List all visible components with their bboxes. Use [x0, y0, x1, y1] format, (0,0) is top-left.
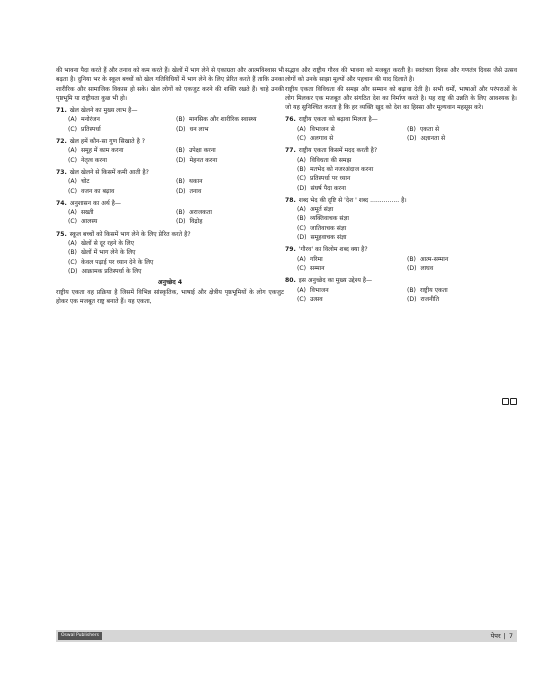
question-stem	[56, 106, 284, 115]
option-label: (A)	[297, 156, 306, 164]
option-text: राजनीति	[420, 295, 440, 303]
option-text: संघर्ष पैदा करना	[310, 184, 346, 192]
option-text: खेलों से दूर रहने के लिए	[80, 240, 135, 248]
answer-option	[297, 233, 517, 242]
option-label: (B)	[176, 178, 185, 186]
option-text: मानसिक और शारीरिक स्वास्थ्य	[188, 116, 257, 124]
question-text: 'गौरव' का विलोम शब्द क्या है?	[298, 246, 368, 254]
option-label: (C)	[68, 258, 78, 266]
option-label: (D)	[297, 184, 307, 192]
question-number: 73.	[56, 168, 67, 176]
passage-text: राष्ट्रीय एकता विविधता की समझ और सम्मान को बढ़ावा देती है। सभी धर्मों, भाषाओं और परंपराओं के लोग मिलकर एक मजबूत और संगठित देश का निर्माण करते है। यह राष्ट्र की उन्नति के लिए आवश्यक है। जो यह सुनिश्चित करता है कि हर व्यक्ति खुद को देश का हिस्सा और मूल्यवान महसूस करे।	[285, 85, 517, 112]
passage-text: सद्भाव और राष्ट्रीय गौरव की भावना को मजबूत करती है। स्वतंत्रता दिवस और गणतंत्र दिवस जैसे उत्सव लोगों को उनके साझा मूल्यों और पहचान की याद दिलाते है।	[285, 67, 517, 84]
option-text: विद्रोह	[189, 218, 203, 226]
question-text: राष्ट्रीय एकता को बढ़ावा मिलता है—	[298, 116, 378, 124]
option-list	[285, 255, 517, 274]
question-stem	[56, 137, 284, 146]
option-label: (B)	[297, 215, 306, 223]
question-number: 76.	[285, 116, 296, 124]
option-text: थकान	[188, 178, 203, 186]
passage-heading: अनुच्छेद 4	[157, 279, 183, 287]
question-stem	[285, 115, 517, 124]
option-list	[285, 286, 517, 305]
answer-option	[176, 208, 284, 217]
left-column	[56, 66, 284, 306]
option-label: (D)	[176, 125, 186, 133]
option-list	[56, 208, 284, 227]
question-number: 77.	[285, 147, 296, 155]
option-label: (C)	[297, 175, 307, 183]
option-label: (B)	[176, 116, 185, 124]
answer-option	[176, 156, 284, 165]
answer-option	[68, 115, 176, 124]
answer-option	[407, 286, 517, 295]
option-label: (C)	[68, 218, 78, 226]
option-text: मतभेद को नजरअंदाज करना	[309, 165, 374, 173]
answer-option	[297, 205, 517, 214]
option-text: केवल पढ़ाई पर ध्यान देने के लिए	[81, 258, 154, 266]
question-text: खेल खेलने का मुख्य लाभ है—	[69, 107, 138, 115]
option-label: (A)	[297, 125, 306, 133]
option-text: तनाव	[189, 187, 202, 195]
option-text: विभाजन	[309, 286, 329, 294]
option-text: जातिवाचक संज्ञा	[310, 224, 347, 232]
question-stem	[56, 168, 284, 177]
question-text: शब्द भेद की दृष्टि से 'देश ' शब्द ............... है।	[298, 196, 407, 204]
answer-option	[68, 239, 284, 248]
question-text: स्कूल बच्चों को किसमें भाग लेने के लिए प्रेरित करते है?	[69, 230, 191, 238]
option-label: (C)	[297, 264, 307, 272]
question-stem	[56, 230, 284, 239]
answer-option	[297, 295, 407, 304]
page-number-area: पेपर | 7	[490, 632, 513, 640]
answer-option	[68, 187, 176, 196]
option-label: (C)	[68, 125, 78, 133]
answer-option	[176, 177, 284, 186]
option-label: (C)	[297, 224, 307, 232]
question-stem	[285, 146, 517, 155]
answer-option	[176, 146, 284, 155]
answer-option	[68, 248, 284, 257]
option-label: (D)	[68, 267, 78, 275]
option-list	[285, 125, 517, 144]
question-item	[56, 106, 284, 134]
option-label: (A)	[297, 286, 306, 294]
option-label: (B)	[176, 147, 185, 155]
option-text: विभाजन से	[309, 125, 335, 133]
option-label: (D)	[407, 295, 417, 303]
option-text: सख्ती	[80, 209, 94, 217]
answer-option	[407, 125, 517, 134]
option-label: (A)	[68, 147, 77, 155]
left-question-list	[56, 106, 284, 276]
option-text: आक्रामक प्रतिस्पर्धा के लिए	[81, 267, 142, 275]
answer-option	[297, 134, 407, 143]
option-text: वजन का बढ़ाव	[81, 187, 115, 195]
option-text: लाघव	[420, 264, 434, 272]
option-text: आत्म-सम्मान	[419, 255, 449, 263]
right-column	[285, 66, 517, 304]
option-text: समूहवाचक संज्ञा	[310, 234, 347, 242]
question-stem	[56, 199, 284, 208]
option-label: (C)	[68, 156, 78, 164]
question-item	[285, 146, 517, 192]
option-text: राष्ट्रीय एकता	[419, 286, 448, 294]
answer-option	[176, 115, 284, 124]
answer-option	[297, 286, 407, 295]
option-label: (C)	[68, 187, 78, 195]
question-number: 79.	[285, 246, 296, 254]
question-item	[285, 196, 517, 242]
question-number: 80.	[285, 277, 296, 285]
answer-option	[297, 264, 407, 273]
option-text: उपेक्षा करना	[188, 147, 216, 155]
option-text: उत्सव	[310, 295, 323, 303]
option-list	[56, 239, 284, 276]
question-number: 71.	[56, 107, 67, 115]
question-text: अनुशासन का अर्थ है—	[69, 199, 122, 207]
answer-option	[176, 187, 284, 196]
option-list	[285, 156, 517, 193]
answer-option	[68, 125, 176, 134]
answer-option	[176, 125, 284, 134]
question-item	[56, 199, 284, 227]
option-label: (B)	[407, 255, 416, 263]
answer-option	[297, 156, 517, 165]
end-mark-icon	[502, 398, 518, 407]
passage-text: राष्ट्रीय एकता वह प्रक्रिया है जिसमें विभिन्न सांस्कृतिक, भाषाई और क्षेत्रीय पृष्ठभूमियों के लोग एकजुट होकर एक मजबूत राष्ट्र बनाते हैं। यह एकता,	[56, 288, 284, 305]
option-label: (C)	[297, 295, 307, 303]
option-label: (D)	[297, 234, 307, 242]
question-item	[285, 245, 517, 273]
page-number: 7	[508, 632, 513, 640]
option-label: (D)	[176, 156, 186, 164]
option-text: मेहनत करना	[189, 156, 218, 164]
option-label: (C)	[297, 135, 307, 143]
option-text: गरिमा	[309, 255, 323, 263]
question-stem	[285, 245, 517, 254]
option-label: (A)	[68, 240, 77, 248]
option-label: (B)	[68, 249, 77, 257]
passage-text: की भावना पैदा करते हैं और तनाव को कम करते हैं। खेलों में भाग लेने से एकाग्रता और आत्मविश्वास भी बढ़ता है। दुनिया भर के स्कूल बच्चों को खेल गतिविधियों में भाग लेने के लिए प्रेरित करते हैं ताकि उनका शारीरिक और सामाजिक विकास हो सके। खेल लोगों को एकजुट करने की शक्ति रखते हैं। चाहे उनकी पृष्ठभूमि या राष्ट्रीयता कुछ भी हो।	[56, 67, 284, 102]
option-text: खेलों में भाग लेने के लिए	[80, 249, 136, 257]
option-text: अलगाव से	[310, 135, 334, 143]
question-text: खेल खेलने से किसमें कमी आती है?	[69, 168, 149, 176]
answer-option	[297, 224, 517, 233]
option-list	[56, 115, 284, 134]
option-text: सम्मान	[310, 264, 325, 272]
answer-option	[297, 165, 517, 174]
answer-option	[68, 177, 176, 186]
answer-option	[407, 295, 517, 304]
option-label: (D)	[176, 187, 186, 195]
answer-option	[68, 217, 176, 226]
option-label: (D)	[407, 135, 417, 143]
answer-option	[297, 125, 407, 134]
question-item	[56, 137, 284, 165]
option-text: मनोरंजन	[80, 116, 100, 124]
question-stem	[285, 196, 517, 205]
publisher-logo: Oswal Publishers	[58, 632, 102, 640]
question-item	[285, 115, 517, 143]
option-text: आलस्य	[81, 218, 98, 226]
option-text: नेतृत्व करना	[81, 156, 107, 164]
paper-label: पेपर	[490, 632, 501, 640]
page-footer	[56, 630, 517, 642]
option-text: समूह में काम करना	[80, 147, 124, 155]
question-text: इस अनुच्छेद का मुख्य उद्देश्य है—	[298, 277, 373, 285]
option-text: चोट	[80, 178, 90, 186]
option-text: धन लाभ	[189, 125, 209, 133]
option-label: (D)	[176, 218, 186, 226]
option-label: (A)	[297, 206, 306, 214]
option-list	[285, 205, 517, 242]
answer-option	[297, 174, 517, 183]
option-text: प्रतिस्पर्धा	[81, 125, 101, 133]
option-label: (B)	[176, 209, 185, 217]
option-label: (D)	[407, 264, 417, 272]
question-number: 72.	[56, 138, 67, 146]
option-label: (A)	[297, 255, 306, 263]
option-label: (A)	[68, 209, 77, 217]
question-text: खेल हमें कौन-सा गुण सिखाते है ?	[69, 138, 145, 146]
question-item	[56, 230, 284, 276]
answer-option	[407, 255, 517, 264]
option-label: (A)	[68, 116, 77, 124]
answer-option	[68, 156, 176, 165]
option-label: (B)	[407, 125, 416, 133]
answer-option	[407, 264, 517, 273]
answer-option	[407, 134, 517, 143]
question-item	[56, 168, 284, 196]
right-question-list	[285, 115, 517, 304]
answer-option	[68, 208, 176, 217]
option-label: (A)	[68, 178, 77, 186]
answer-option	[297, 214, 517, 223]
option-text: प्रतिस्पर्धा पर ध्यान	[310, 175, 351, 183]
option-list	[56, 177, 284, 196]
option-label: (B)	[407, 286, 416, 294]
option-text: अराजकता	[188, 209, 212, 217]
option-label: (B)	[297, 165, 306, 173]
option-list	[56, 146, 284, 165]
answer-option	[176, 217, 284, 226]
option-text: एकता से	[419, 125, 440, 133]
answer-option	[68, 146, 176, 155]
question-number: 75.	[56, 230, 67, 238]
answer-option	[68, 258, 284, 267]
question-text: राष्ट्रीय एकता किसमें मदद करती है?	[298, 147, 378, 155]
answer-option	[68, 267, 284, 276]
answer-option	[297, 255, 407, 264]
option-text: अज्ञानता से	[420, 135, 446, 143]
option-text: अमूर्त संज्ञा	[309, 206, 334, 214]
question-number: 74.	[56, 199, 67, 207]
question-stem	[285, 276, 517, 285]
option-text: विविधता की समझ	[309, 156, 352, 164]
option-text: व्यक्तिवाचक संज्ञा	[309, 215, 349, 223]
question-number: 78.	[285, 196, 296, 204]
answer-option	[297, 184, 517, 193]
question-item	[285, 276, 517, 304]
